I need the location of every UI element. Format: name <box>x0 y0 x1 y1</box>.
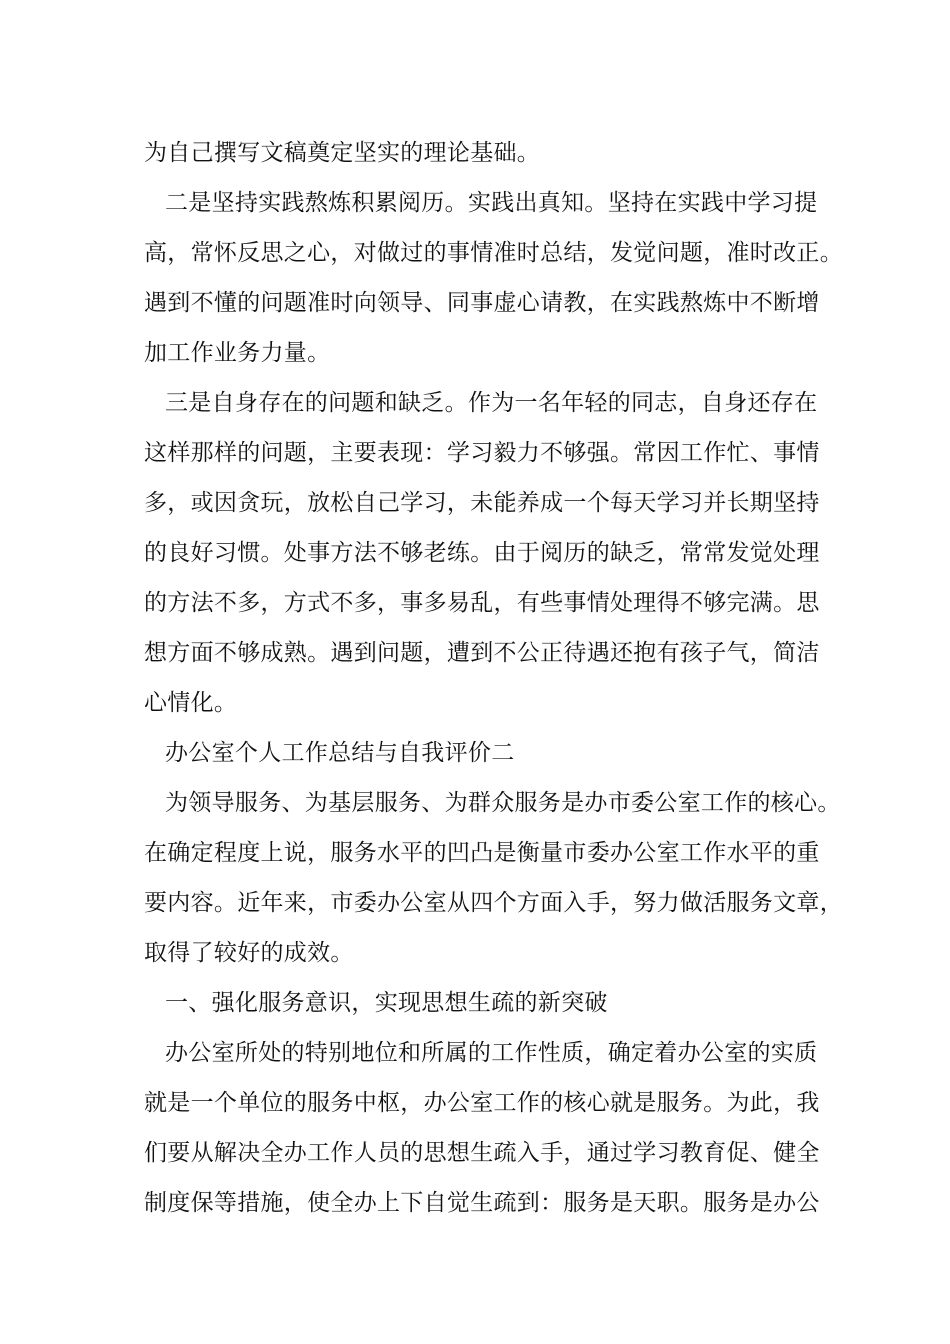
text-line: 为自己撰写文稿奠定坚实的理论基础。 <box>144 140 541 166</box>
text-line: 高，常怀反思之心，对做过的事情准时总结，发觉问题，准时改正。 <box>144 240 843 266</box>
text-line: 的方法不多，方式不多，事多易乱，有些事情处理得不够完满。思 <box>144 590 820 616</box>
text-line: 就是一个单位的服务中枢，办公室工作的核心就是服务。为此，我 <box>144 1090 820 1116</box>
text-line: 加工作业务力量。 <box>144 340 331 366</box>
text-line: 们要从解决全办工作人员的思想生疏入手，通过学习教育促、健全 <box>144 1140 820 1166</box>
text-line: 多，或因贪玩，放松自己学习，未能养成一个每天学习并长期坚持 <box>144 490 820 516</box>
text-line: 这样那样的问题，主要表现：学习毅力不够强。常因工作忙、事情 <box>144 440 820 466</box>
text-line: 想方面不够成熟。遇到问题，遭到不公正待遇还抱有孩子气，简洁 <box>144 640 820 666</box>
text-line: 的良好习惯。处事方法不够老练。由于阅历的缺乏，常常发觉处理 <box>144 540 820 566</box>
text-line: 办公室所处的特别地位和所属的工作性质，确定着办公室的实质 <box>165 1040 818 1066</box>
section-heading: 办公室个人工作总结与自我评价二 <box>165 740 515 766</box>
text-line: 遇到不懂的问题准时向领导、同事虚心请教，在实践熬炼中不断增 <box>144 290 820 316</box>
text-line: 在确定程度上说，服务水平的凹凸是衡量市委办公室工作水平的重 <box>144 840 820 866</box>
text-line: 二是坚持实践熬炼积累阅历。实践出真知。坚持在实践中学习提 <box>165 190 818 216</box>
text-line: 制度保等措施，使全办上下自觉生疏到：服务是天职。服务是办公 <box>144 1190 820 1216</box>
text-line: 为领导服务、为基层服务、为群众服务是办市委公室工作的核心。 <box>165 790 841 816</box>
section-heading: 一、强化服务意识，实现思想生疏的新突破 <box>165 990 608 1016</box>
text-line: 心情化。 <box>144 690 238 716</box>
text-line: 要内容。近年来，市委办公室从四个方面入手，努力做活服务文章， <box>144 890 843 916</box>
text-line: 三是自身存在的问题和缺乏。作为一名年轻的同志，自身还存在 <box>165 390 818 416</box>
text-line: 取得了较好的成效。 <box>144 940 354 966</box>
